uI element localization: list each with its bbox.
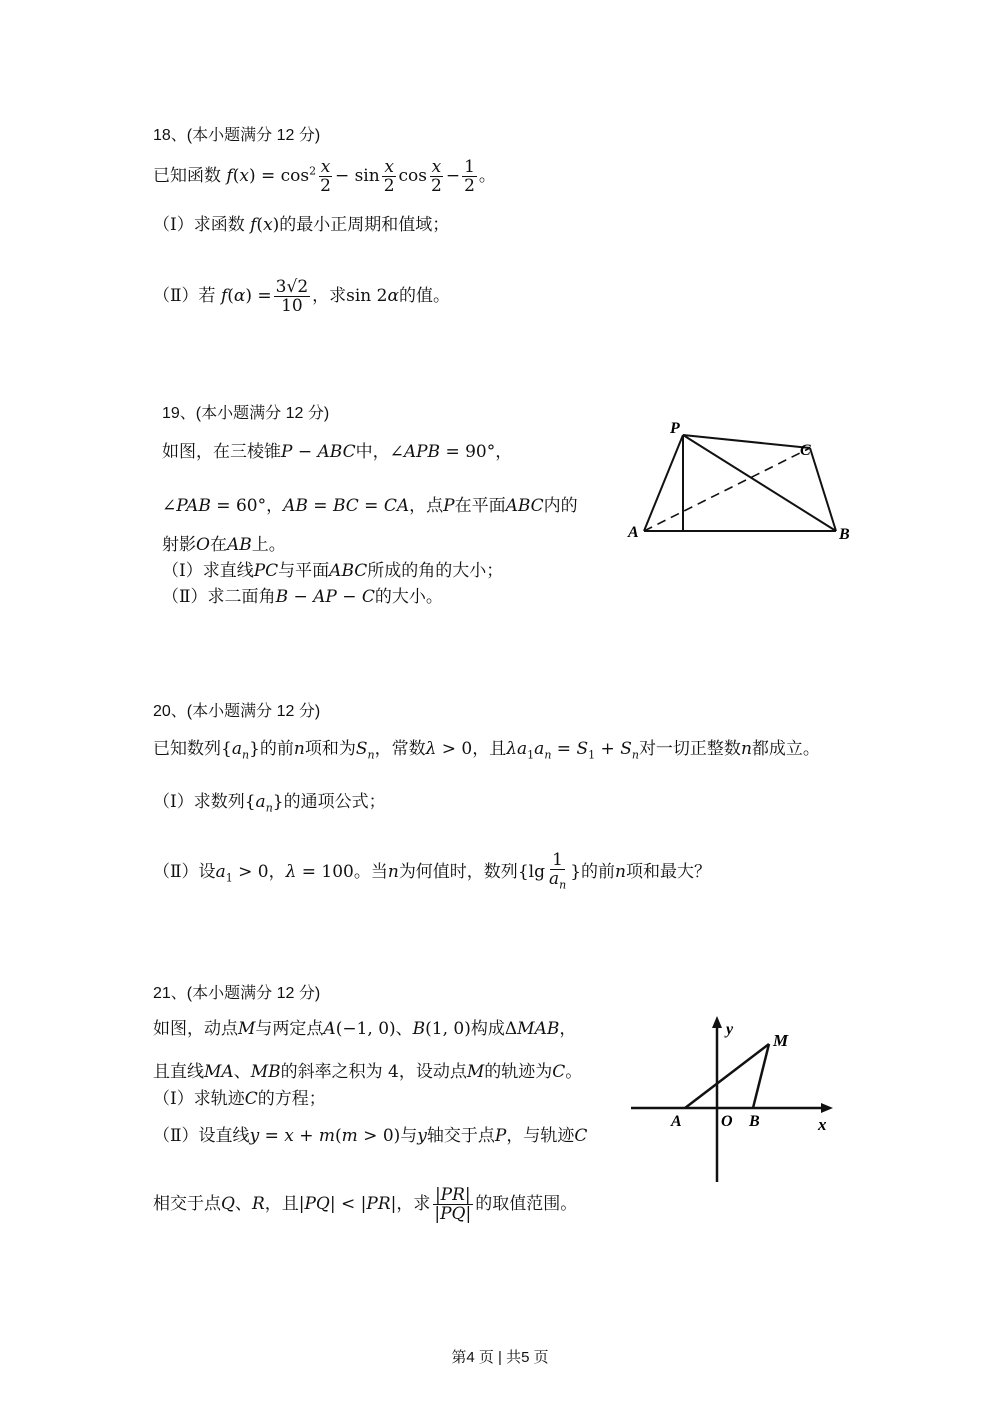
- q20-header: 20、(本小题满分 12 分): [153, 703, 321, 720]
- label-b: B: [839, 526, 850, 543]
- edge-pb: [683, 435, 836, 531]
- q21-header: 21、(本小题满分 12 分): [153, 985, 321, 1002]
- label-p: P: [670, 420, 680, 437]
- label-y: y: [726, 1021, 734, 1038]
- q18-part2: （Ⅱ）若 f(α) = $\frac{3√2}{10}$ ，求sin 2α的值。: [153, 277, 450, 316]
- q19-line3: 射影O在AB上。: [162, 535, 286, 555]
- q21-part1: （Ⅰ）求轨迹C的方程；: [153, 1089, 326, 1109]
- y-axis-arrow-icon: [712, 1016, 722, 1028]
- label-o: O: [721, 1113, 733, 1130]
- q18-part1: （Ⅰ）求函数 f(x)的最小正周期和值域；: [153, 215, 450, 235]
- edge-ac-hidden: [644, 448, 810, 531]
- q18-header: 18、(本小题满分 12 分): [153, 127, 321, 144]
- q19-pyramid-figure: [620, 415, 860, 550]
- q21-part2: （Ⅱ）设直线y = x + m(m > 0)与y轴交于点P，与轨迹C: [153, 1126, 588, 1146]
- q19-part1: （Ⅰ）求直线PC与平面ABC所成的角的大小；: [162, 561, 504, 581]
- q21-line1: 如图，动点M与两定点A(−1, 0)、B(1, 0)构成ΔMAB，: [153, 1019, 577, 1039]
- q19-line2: ∠PAB = 60°，AB = BC = CA，点P在平面ABC内的: [162, 496, 578, 516]
- q20-part2: （Ⅱ）设$a_1 > 0$，λ = 100。当n为何值时，数列{lg $\frac{1}{a_n}$ }的前n项和最大？: [153, 850, 711, 892]
- label-b: B: [749, 1113, 760, 1130]
- label-a: A: [671, 1113, 682, 1130]
- q21-coordinate-figure: [625, 1010, 840, 1188]
- q18-intro: 已知函数 $f(x) = \cos^2$ $\frac{x}{2}$ − sin $\frac{x}{2}$ cos $\frac{x}{2}$ − $\frac{1}{2}$ 。: [153, 157, 496, 196]
- q20-line1: 已知数列$\{a_n\}$的前n项和为$S_n$，常数λ > 0，且$\lambda a_1a_n = S_1 + S_n$对一切正整数n都成立。: [153, 739, 820, 762]
- q20-part1: （Ⅰ）求数列$\{a_n\}$的通项公式；: [153, 792, 386, 815]
- q19-part2: （Ⅱ）求二面角B − AP − C的大小。: [162, 587, 443, 607]
- q21-line6: 相交于点Q、R，且|PQ| < |PR|，求 $\frac{|PR|}{|PQ|}$ 的取值范围。: [153, 1185, 578, 1224]
- label-m: M: [773, 1031, 789, 1050]
- label-x: x: [818, 1115, 827, 1134]
- label-c: C: [800, 442, 811, 459]
- page-footer: 第4 页 | 共5 页: [451, 1349, 549, 1366]
- q21-line2: 且直线MA、MB的斜率之积为 4，设动点M的轨迹为C。: [153, 1062, 583, 1082]
- edge-bc: [810, 448, 836, 531]
- q19-header: 19、(本小题满分 12 分): [162, 405, 330, 422]
- label-a: A: [628, 524, 639, 541]
- edge-pa: [644, 435, 683, 531]
- x-axis-arrow-icon: [821, 1103, 833, 1113]
- q19-line1: 如图，在三棱锥P − ABC中，∠APB = 90°，: [162, 442, 513, 462]
